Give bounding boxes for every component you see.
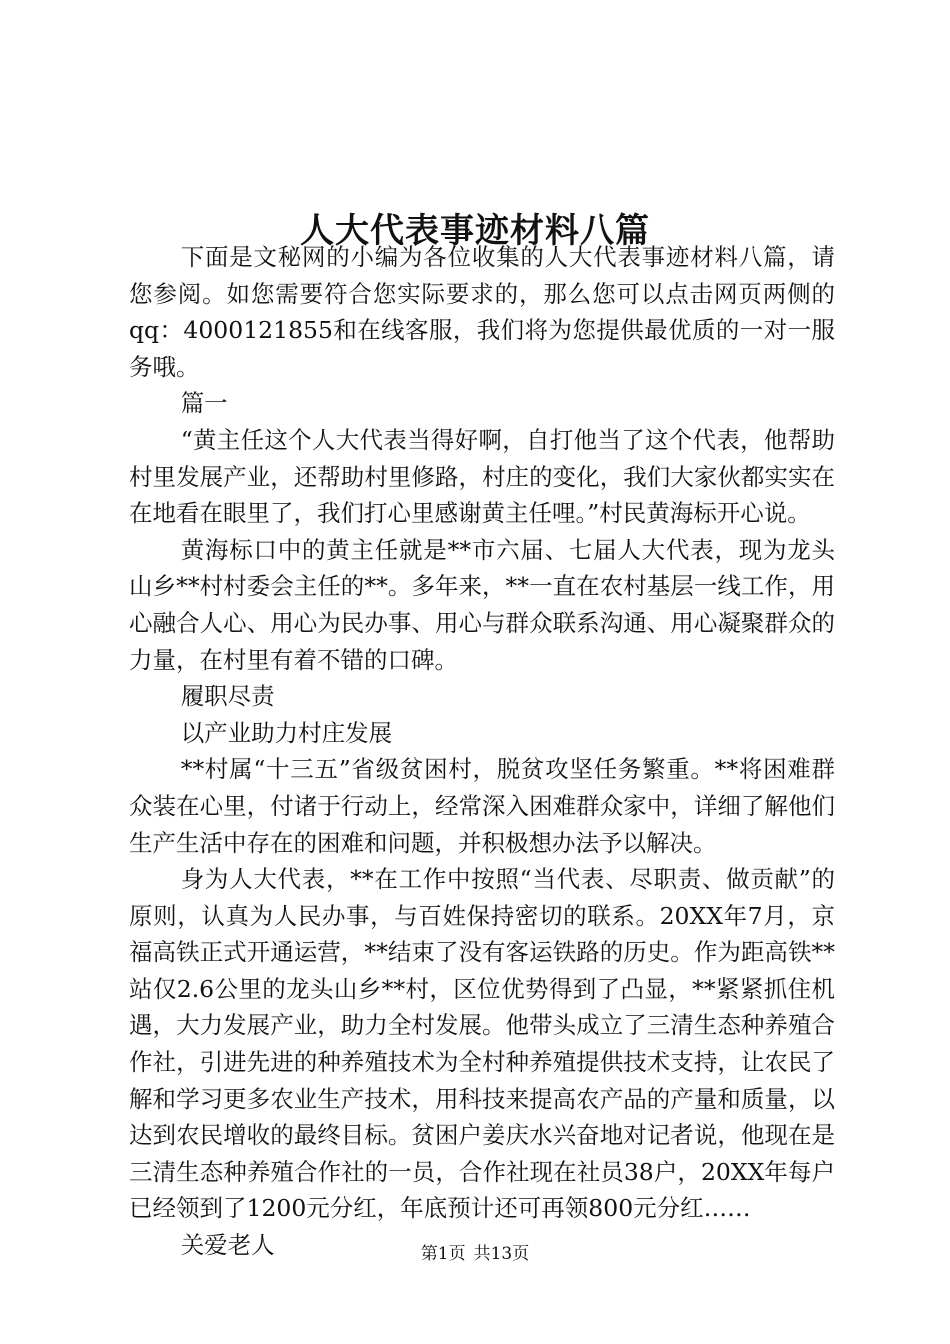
body-paragraph: 身为人大代表，**在工作中按照“当代表、尽职责、做贡献”的原则，认真为人民办事，与百姓保持密切的联系。20XX年7月，京福高铁正式开通运营，**结束了没有客运铁路的历史。作为距高铁**站仅2.6公里的龙头山乡**村，区位优势得到了凸显，**紧紧抓住机遇，大力发展产业，助力全村发展。他带头成立了三清生态种养殖合作社，引进先进的种养殖技术为全村种养殖提供技术支持，让农民了解和学习更多农业生产技术，用科技来提高农产品的产量和质量，以达到农民增收的最终目标。贫困户姜庆水兴奋地对记者说，他现在是三清生态种养殖合作社的一员，合作社现在社员38户，20XX年每户已经领到了1200元分红，年底预计还可再领800元分红……	[129, 865, 835, 1223]
subheading-industry: 以产业助力村庄发展	[180, 718, 393, 747]
page-total: 共13页	[473, 1244, 530, 1264]
body-paragraph: 黄海标口中的黄主任就是**市六届、七届人大代表，现为龙头山乡**村村委会主任的**。多年来，**一直在农村基层一线工作，用心融合人心、用心为民办事、用心与群众联系沟通、用心凝聚群众的力量，在村里有着不错的口碑。	[129, 535, 835, 674]
intro-paragraph: 下面是文秘网的小编为各位收集的人大代表事迹材料八篇，请您参阅。如您需要符合您实际要求的，那么您可以点击网页两侧的qq：4000121855和在线客服，我们将为您提供最优质的一对一服务哦。	[129, 243, 835, 381]
section-heading-part-one: 篇一	[180, 389, 228, 418]
page-number: 第1页	[420, 1244, 466, 1264]
quote-paragraph: “黄主任这个人大代表当得好啊，自打他当了这个代表，他帮助村里发展产业，还帮助村里修路，村庄的变化，我们大家伙都实实在在地看在眼里了，我们打心里感谢黄主任哩。”村民黄海标开心说。	[129, 425, 835, 528]
subheading-care-elderly: 关爱老人	[180, 1231, 275, 1260]
document-title: 人大代表事迹材料八篇	[300, 210, 650, 251]
subheading-duty: 履职尽责	[180, 682, 275, 711]
body-paragraph: **村属“十三五”省级贫困村，脱贫攻坚任务繁重。**将困难群众装在心里，付诸于行动上，经常深入困难群众家中，详细了解他们生产生活中存在的困难和问题，并积极想办法予以解决。	[129, 755, 835, 857]
page-footer	[0, 1242, 950, 1266]
document-body	[129, 239, 835, 1264]
